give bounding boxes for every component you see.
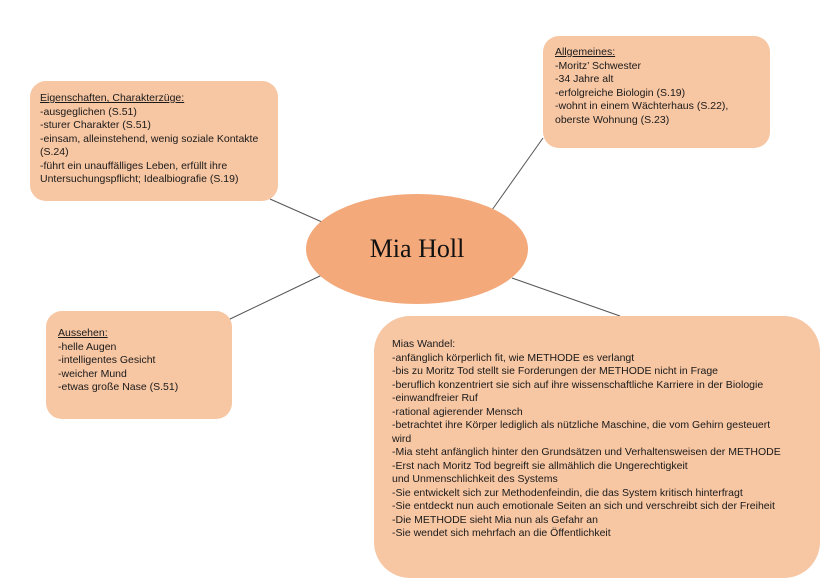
change-line: wird [392,432,412,445]
general-heading: Allgemeines: [555,46,616,58]
change-line: -beruflich konzentriert sie sich auf ihre wissenschaftliche Karriere in der Biologie [392,378,764,391]
traits-line: Untersuchungspflicht; Idealbiografie (S.19) [40,173,239,185]
change-line: -Sie entwickelt sich zur Methodenfeindin, die das System kritisch hinterfragt [392,486,743,499]
connector-general [492,138,543,210]
looks-line: -intelligentes Gesicht [58,354,156,366]
general-line: oberste Wohnung (S.23) [555,113,670,126]
looks-line: -etwas große Nase (S.51) [58,381,179,393]
central-title: Mia Holl [369,234,465,263]
traits-line: -sturer Charakter (S.51) [40,119,151,131]
change-line: -betrachtet ihre Körper lediglich als nützliche Maschine, die vom Gehirn gesteuert [392,419,771,431]
looks-line: -weicher Mund [58,367,127,380]
central-node [306,194,528,304]
general-line: -wohnt in einem Wächterhaus (S.22), [555,100,729,112]
connector-change [512,278,620,316]
traits-line: -ausgeglichen (S.51) [40,105,137,118]
general-line: -Moritz’ Schwester [555,59,641,72]
change-line: -bis zu Moritz Tod stellt sie Forderungen der METHODE nicht in Frage [392,365,719,377]
looks-line: -helle Augen [58,340,117,353]
change-line: -einwandfreier Ruf [392,392,478,404]
change-line: -Die METHODE sieht Mia nun als Gefahr an [392,513,598,526]
general-line: -erfolgreiche Biologin (S.19) [555,86,686,99]
traits-line: -führt ein unauffälliges Leben, erfüllt ihre [40,159,228,172]
change-box [374,316,820,578]
traits-line: -einsam, alleinstehend, wenig soziale Kontakte [40,132,259,145]
traits-box [30,81,278,201]
change-line: -rational agierender Mensch [392,405,523,418]
general-line: -34 Jahre alt [555,73,614,85]
looks-box [46,311,232,419]
connector-traits [270,199,322,222]
change-line: -Mia steht anfänglich hinter den Grundsätzen und Verhaltensweisen der METHODE [392,446,781,458]
traits-line: (S.24) [40,146,69,158]
connector-looks [228,275,322,320]
traits-heading: Eigenschaften, Charakterzüge: [40,92,185,104]
change-line: -anfänglich körperlich fit, wie METHODE es verlangt [392,351,635,364]
general-box [543,36,770,148]
change-line: -Erst nach Moritz Tod begreift sie allmählich die Ungerechtigkeit [392,459,688,472]
change-heading: Mias Wandel: [392,338,456,350]
change-line: -Sie entdeckt nun auch emotionale Seiten an sich und verschreibt sich der Freiheit [392,500,775,512]
change-line: und Unmenschlichkeit des Systems [392,473,558,485]
looks-heading: Aussehen: [58,327,108,339]
change-line: -Sie wendet sich mehrfach an die Öffentlichkeit [392,527,611,539]
